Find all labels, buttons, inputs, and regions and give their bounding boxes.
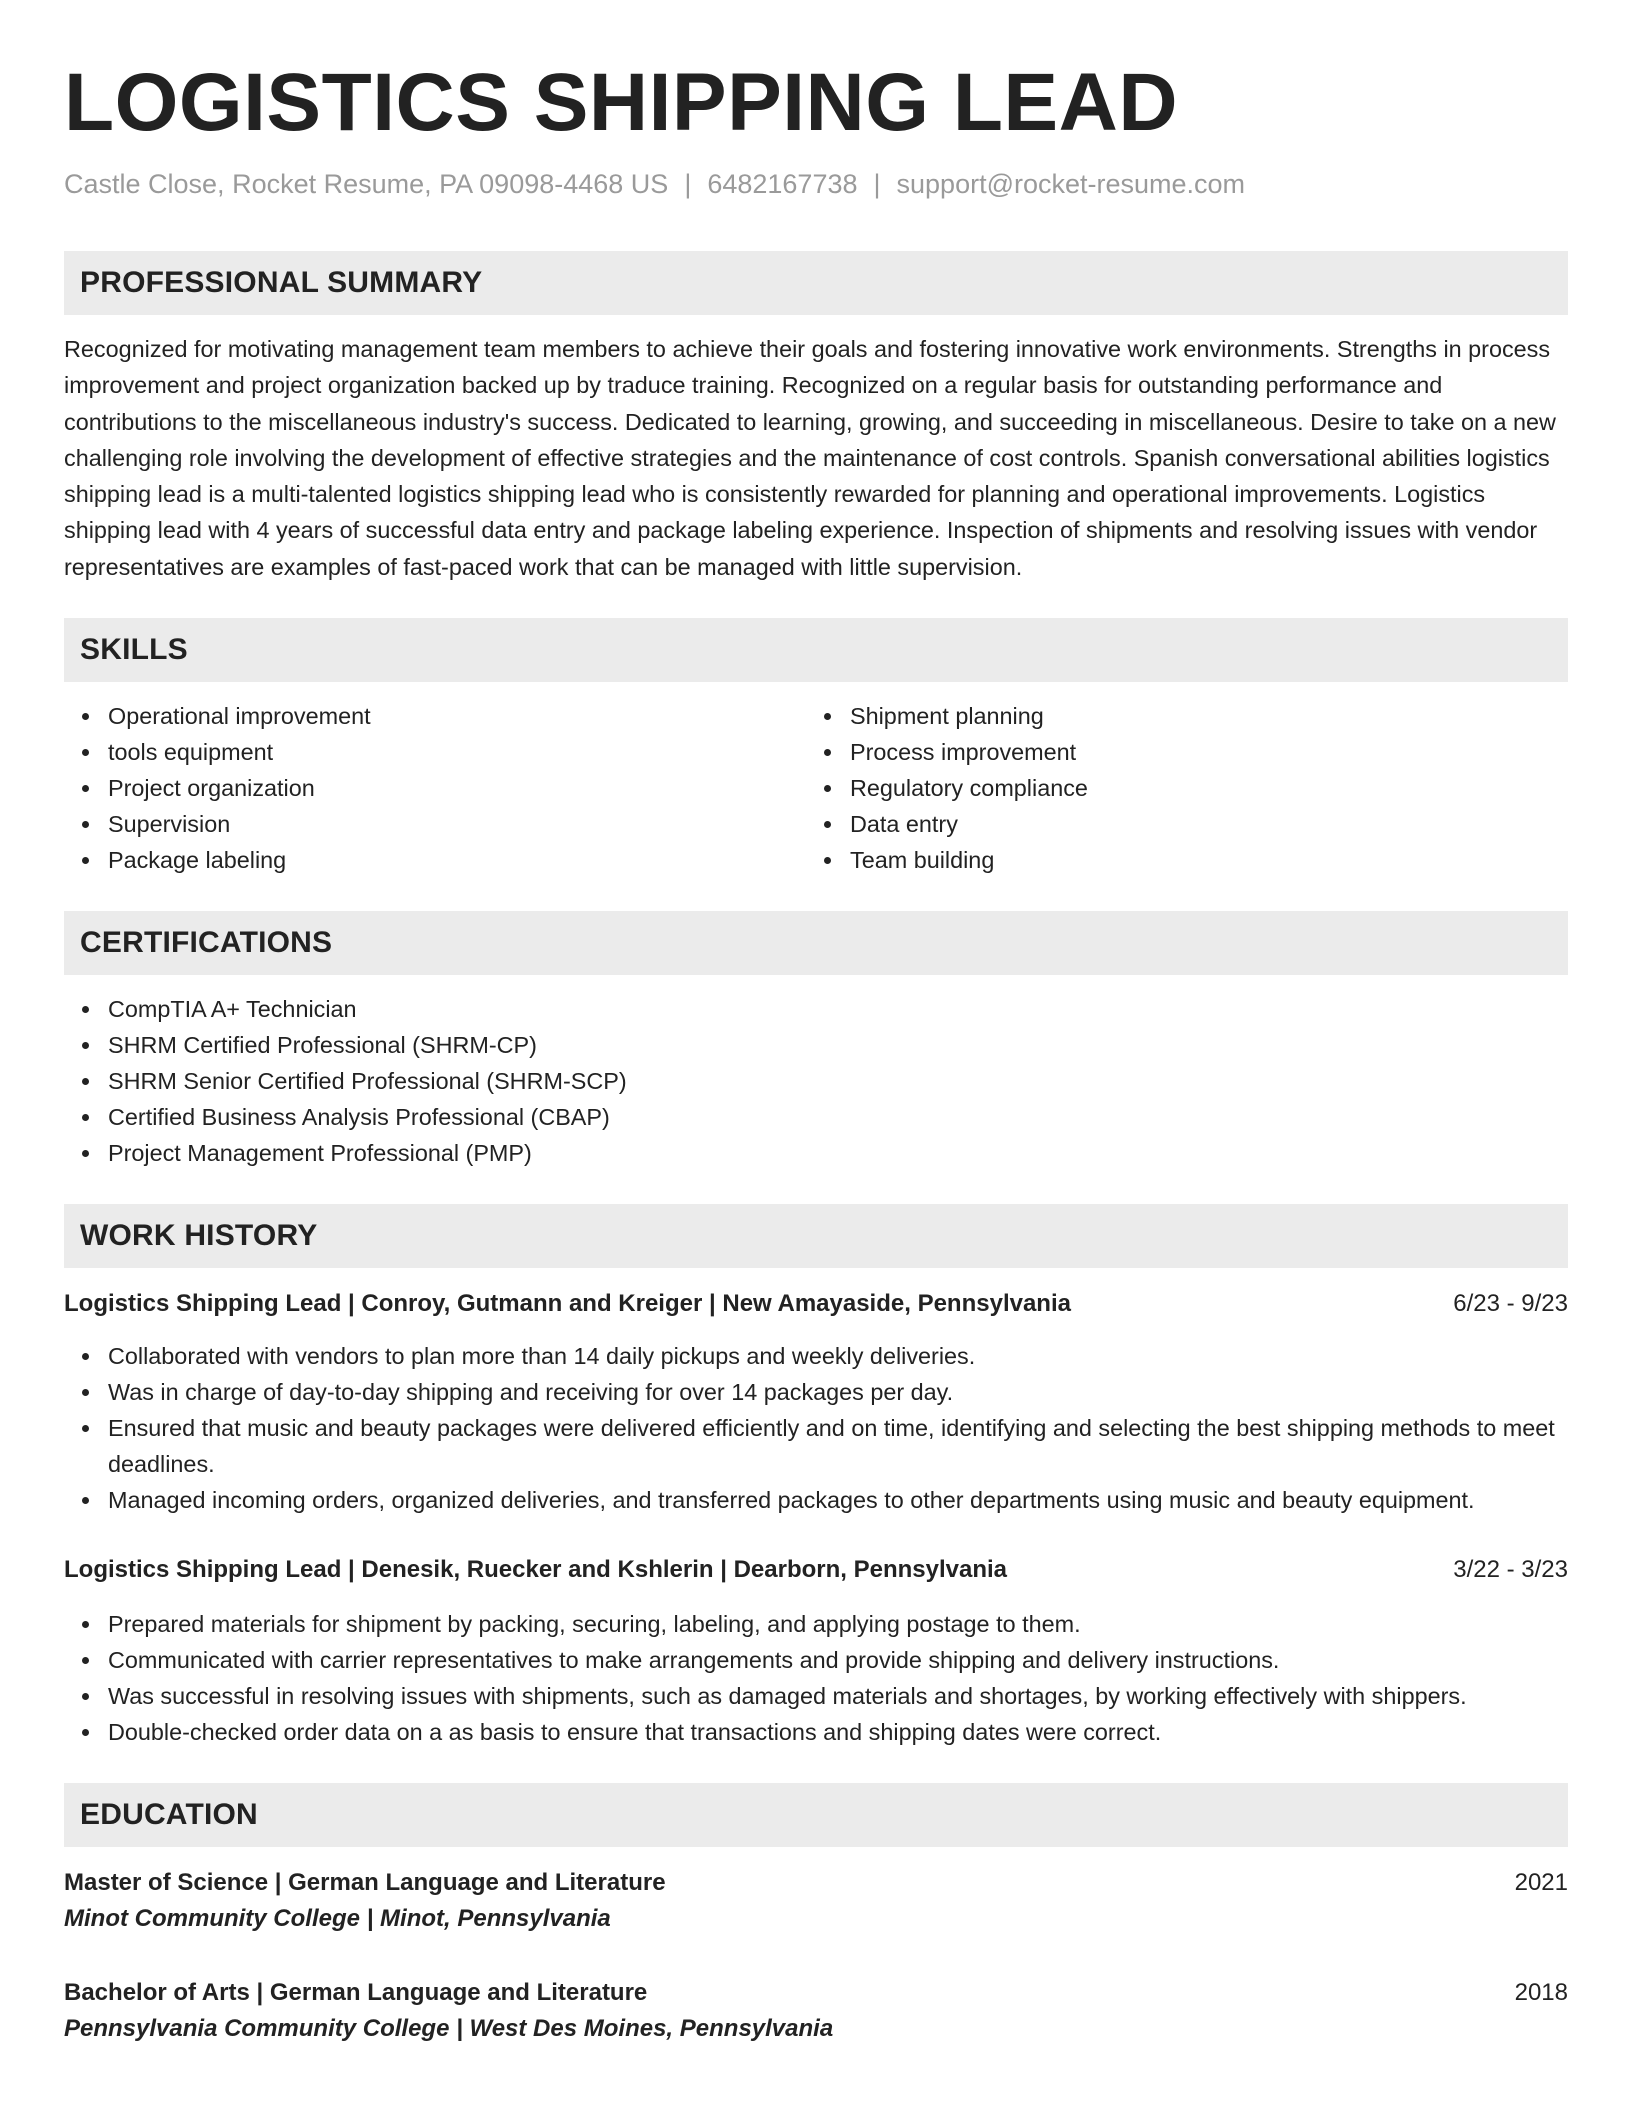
job-bullet: Collaborated with vendors to plan more than 14 daily pickups and weekly deliveries.	[64, 1338, 1568, 1374]
contact-address: Castle Close, Rocket Resume, PA 09098-4468 US	[64, 169, 669, 199]
job-bullet: Prepared materials for shipment by packing, securing, labeling, and applying postage to them.	[64, 1606, 1568, 1642]
job-bullets	[64, 1338, 1568, 1518]
skills-section	[64, 618, 1568, 878]
education-school: Pennsylvania Community College | West Des Moines, Pennsylvania	[64, 2015, 834, 2043]
certification-item: Project Management Professional (PMP)	[64, 1135, 1568, 1171]
certifications-section	[64, 911, 1568, 1171]
job-bullet: Was successful in resolving issues with shipments, such as damaged materials and shortages, by working effectively with shippers.	[64, 1678, 1568, 1714]
skills-list-left	[64, 698, 806, 878]
job-title: Logistics Shipping Lead | Denesik, Ruecker and Kshlerin | Dearborn, Pennsylvania	[64, 1556, 1008, 1584]
summary-text: Recognized for motivating management team members to achieve their goals and fostering innovative work environments. Strengths in process improvement and project organization backed up by traduce training. Recognized on a regular basis for outstanding performance and contributions to the miscellaneous industry's success. Dedicated to learning, growing, and succeeding in miscellaneous. Desire to take on a new challenging role involving the development of effective strategies and the maintenance of cost controls. Spanish conversational abilities logistics shipping lead is a multi-talented logistics shipping lead who is consistently rewarded for planning and operational improvements. Logistics shipping lead with 4 years of successful data entry and package labeling experience. Inspection of shipments and resolving issues with vendor representatives are examples of fast-paced work that can be managed with little supervision.	[64, 336, 1556, 580]
contact-phone: 6482167738	[707, 169, 858, 199]
section-heading-summary: PROFESSIONAL SUMMARY	[64, 251, 1568, 315]
certifications-list	[64, 991, 1568, 1171]
education-section	[64, 1783, 1568, 2047]
section-heading-skills: SKILLS	[64, 618, 1568, 682]
job-bullet: Communicated with carrier representatives to make arrangements and provide shipping and delivery instructions.	[64, 1642, 1568, 1678]
job-dates: 6/23 - 9/23	[1453, 1290, 1568, 1318]
section-heading-education: EDUCATION	[64, 1783, 1568, 1847]
skill-item: tools equipment	[64, 734, 806, 770]
skill-item: Data entry	[806, 806, 1548, 842]
education-entry	[64, 1975, 1568, 2047]
skills-column-right	[806, 698, 1548, 878]
skills-list-right	[806, 698, 1548, 878]
skill-item: Team building	[806, 842, 1548, 878]
job-entry	[64, 1552, 1568, 1750]
skill-item: Project organization	[64, 770, 806, 806]
section-heading-certifications: CERTIFICATIONS	[64, 911, 1568, 975]
certification-item: CompTIA A+ Technician	[64, 991, 1568, 1027]
professional-summary-section	[64, 251, 1568, 585]
contact-email: support@rocket-resume.com	[896, 169, 1246, 199]
skill-item: Regulatory compliance	[806, 770, 1548, 806]
skill-item: Supervision	[64, 806, 806, 842]
skill-item: Shipment planning	[806, 698, 1548, 734]
certification-item: SHRM Certified Professional (SHRM-CP)	[64, 1027, 1568, 1063]
job-bullet: Double-checked order data on a as basis to ensure that transactions and shipping dates were correct.	[64, 1714, 1568, 1750]
education-school: Minot Community College | Minot, Pennsylvania	[64, 1905, 611, 1933]
job-header	[64, 1286, 1568, 1322]
skill-item: Package labeling	[64, 842, 806, 878]
resume-name: LOGISTICS SHIPPING LEAD	[64, 57, 1179, 148]
education-degree: Master of Science | German Language and Literature	[64, 1869, 666, 1897]
resume-page	[64, 56, 1568, 2047]
education-header	[64, 1975, 1568, 2011]
education-year: 2018	[1514, 1979, 1568, 2007]
job-bullet: Ensured that music and beauty packages were delivered efficiently and on time, identifying and selecting the best shipping methods to meet deadlines.	[64, 1410, 1568, 1482]
contact-line	[64, 166, 1568, 202]
education-entry	[64, 1865, 1568, 1937]
contact-separator: |	[684, 169, 692, 199]
job-bullet: Managed incoming orders, organized deliveries, and transferred packages to other departments using music and beauty equipment.	[64, 1482, 1568, 1518]
contact-separator: |	[873, 169, 881, 199]
job-header	[64, 1552, 1568, 1588]
education-header	[64, 1865, 1568, 1901]
skill-item: Process improvement	[806, 734, 1548, 770]
skills-grid	[64, 698, 1568, 878]
skill-item: Operational improvement	[64, 698, 806, 734]
job-dates: 3/22 - 3/23	[1453, 1556, 1568, 1584]
education-year: 2021	[1514, 1869, 1568, 1897]
skills-column-left	[64, 698, 806, 878]
certification-item: SHRM Senior Certified Professional (SHRM-SCP)	[64, 1063, 1568, 1099]
section-heading-work-history: WORK HISTORY	[64, 1204, 1568, 1268]
education-degree: Bachelor of Arts | German Language and Literature	[64, 1979, 648, 2007]
work-history-section	[64, 1204, 1568, 1750]
job-bullets	[64, 1606, 1568, 1750]
certification-item: Certified Business Analysis Professional (CBAP)	[64, 1099, 1568, 1135]
job-bullet: Was in charge of day-to-day shipping and receiving for over 14 packages per day.	[64, 1374, 1568, 1410]
job-title: Logistics Shipping Lead | Conroy, Gutmann and Kreiger | New Amayaside, Pennsylvania	[64, 1290, 1071, 1318]
job-entry	[64, 1286, 1568, 1518]
